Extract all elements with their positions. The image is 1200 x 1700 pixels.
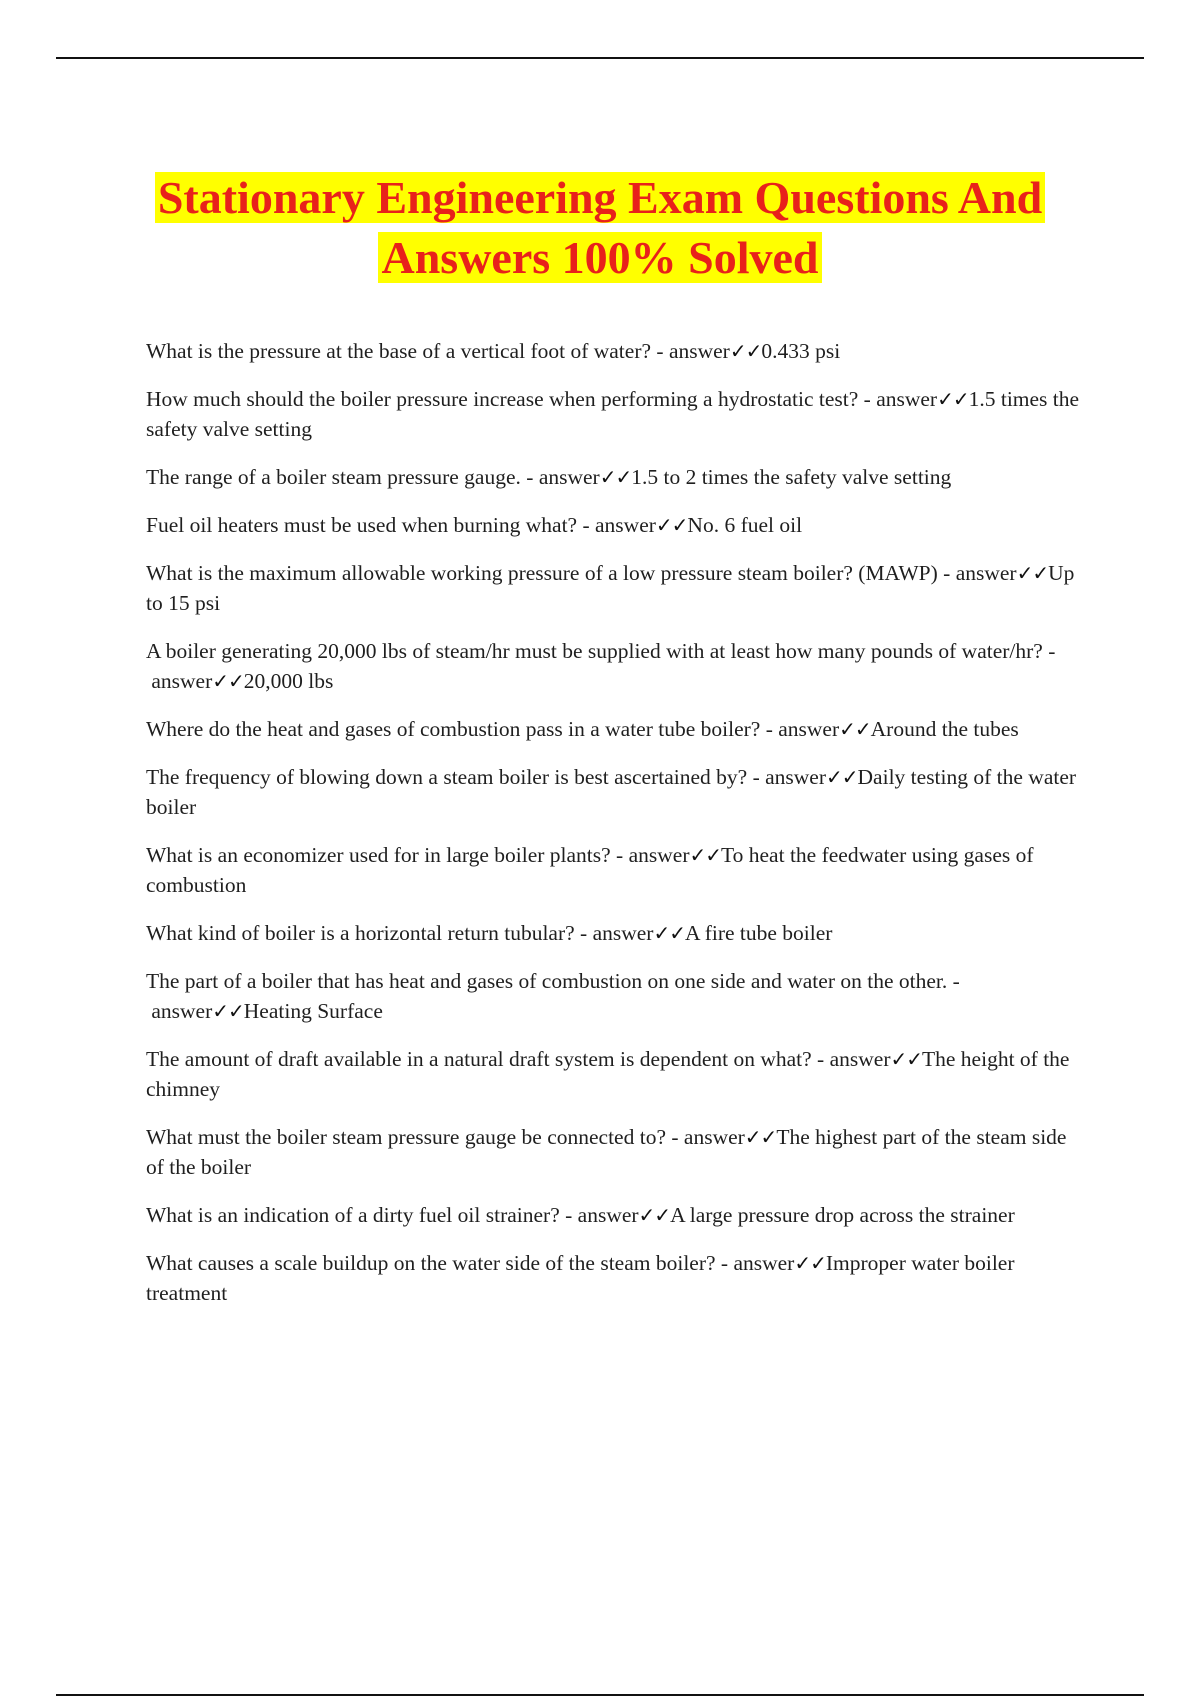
qa-item [146, 1044, 1084, 1104]
double-check-icon: ✓✓ [655, 513, 688, 537]
answer-text: A fire tube boiler [684, 921, 833, 945]
answer-prefix: answer [955, 561, 1017, 585]
double-check-icon: ✓✓ [1016, 561, 1049, 585]
qa-item [146, 336, 1084, 366]
question-text: A boiler generating 20,000 lbs of steam/hr must be supplied with at least how many pounds of water/hr? - [146, 639, 1056, 663]
double-check-icon: ✓✓ [729, 339, 762, 363]
answer-text: 20,000 lbs [243, 669, 334, 693]
qa-list [146, 336, 1084, 1326]
question-text: What kind of boiler is a horizontal return tubular? - [146, 921, 588, 945]
double-check-icon: ✓✓ [599, 465, 632, 489]
qa-item [146, 762, 1084, 822]
question-text: How much should the boiler pressure increase when performing a hydrostatic test? - [146, 387, 871, 411]
answer-text: No. 6 fuel oil [687, 513, 803, 537]
double-check-icon: ✓✓ [839, 717, 871, 741]
answer-prefix: answer [628, 843, 690, 867]
answer-prefix: answer [151, 999, 213, 1023]
double-check-icon: ✓✓ [689, 843, 721, 867]
question-text: What is an economizer used for in large boiler plants? - [146, 843, 624, 867]
question-text: What is the pressure at the base of a vertical foot of water? - [146, 339, 664, 363]
answer-text: 0.433 psi [761, 339, 841, 363]
answer-text: Up to 15 psi [146, 561, 1075, 615]
question-text: Fuel oil heaters must be used when burning what? - [146, 513, 590, 537]
answer-text: Heating Surface [243, 999, 383, 1023]
qa-item [146, 1248, 1084, 1308]
answer-prefix: answer [151, 669, 213, 693]
question-text: The part of a boiler that has heat and gases of combustion on one side and water on the other. - [146, 969, 960, 993]
answer-prefix: answer [592, 921, 654, 945]
answer-prefix: answer [765, 765, 827, 789]
question-text: The frequency of blowing down a steam boiler is best ascertained by? - [146, 765, 760, 789]
qa-item [146, 714, 1084, 744]
answer-prefix: answer [538, 465, 600, 489]
title-line-2: Answers 100% Solved [378, 232, 821, 283]
question-text: What causes a scale buildup on the water side of the steam boiler? - [146, 1251, 729, 1275]
question-text: What is an indication of a dirty fuel oil strainer? - [146, 1203, 573, 1227]
qa-item [146, 918, 1084, 948]
bottom-rule [56, 1694, 1144, 1696]
question-text: What is the maximum allowable working pressure of a low pressure steam boiler? (MAWP) - [146, 561, 951, 585]
qa-item [146, 966, 1084, 1026]
double-check-icon: ✓✓ [653, 921, 685, 945]
double-check-icon: ✓✓ [890, 1047, 922, 1071]
answer-text: Around the tubes [870, 717, 1019, 741]
answer-text: The highest part of the steam side of the boiler [146, 1125, 1067, 1179]
question-text: What must the boiler steam pressure gauge be connected to? - [146, 1125, 679, 1149]
double-check-icon: ✓✓ [744, 1125, 777, 1149]
answer-prefix: answer [595, 513, 656, 537]
answer-text: Improper water boiler treatment [146, 1251, 1015, 1305]
qa-item [146, 636, 1084, 696]
answer-text: To heat the feedwater using gases of combustion [146, 843, 1034, 897]
qa-item [146, 462, 1084, 492]
double-check-icon: ✓✓ [794, 1251, 826, 1275]
answer-prefix: answer [829, 1047, 891, 1071]
double-check-icon: ✓✓ [212, 669, 244, 693]
double-check-icon: ✓✓ [638, 1203, 671, 1227]
page-title [100, 168, 1100, 288]
answer-prefix: answer [668, 339, 730, 363]
answer-text: A large pressure drop across the strainer [670, 1203, 1015, 1227]
qa-item [146, 840, 1084, 900]
double-check-icon: ✓✓ [826, 765, 858, 789]
answer-prefix: answer [683, 1125, 745, 1149]
title-line-1: Stationary Engineering Exam Questions And [155, 172, 1045, 223]
qa-item [146, 558, 1084, 618]
answer-prefix: answer [577, 1203, 639, 1227]
answer-text: 1.5 to 2 times the safety valve setting [631, 465, 952, 489]
qa-item [146, 1122, 1084, 1182]
double-check-icon: ✓✓ [212, 999, 244, 1023]
top-rule [56, 57, 1144, 59]
answer-text: The height of the chimney [146, 1047, 1070, 1101]
qa-item [146, 384, 1084, 444]
question-text: Where do the heat and gases of combustion pass in a water tube boiler? - [146, 717, 773, 741]
double-check-icon: ✓✓ [937, 387, 969, 411]
answer-prefix: answer [778, 717, 840, 741]
answer-text: 1.5 times the safety valve setting [146, 387, 1080, 441]
answer-prefix: answer [733, 1251, 795, 1275]
qa-item [146, 1200, 1084, 1230]
question-text: The amount of draft available in a natural draft system is dependent on what? - [146, 1047, 825, 1071]
question-text: The range of a boiler steam pressure gauge. - [146, 465, 534, 489]
answer-prefix: answer [876, 387, 938, 411]
answer-text: Daily testing of the water boiler [146, 765, 1077, 819]
qa-item [146, 510, 1084, 540]
